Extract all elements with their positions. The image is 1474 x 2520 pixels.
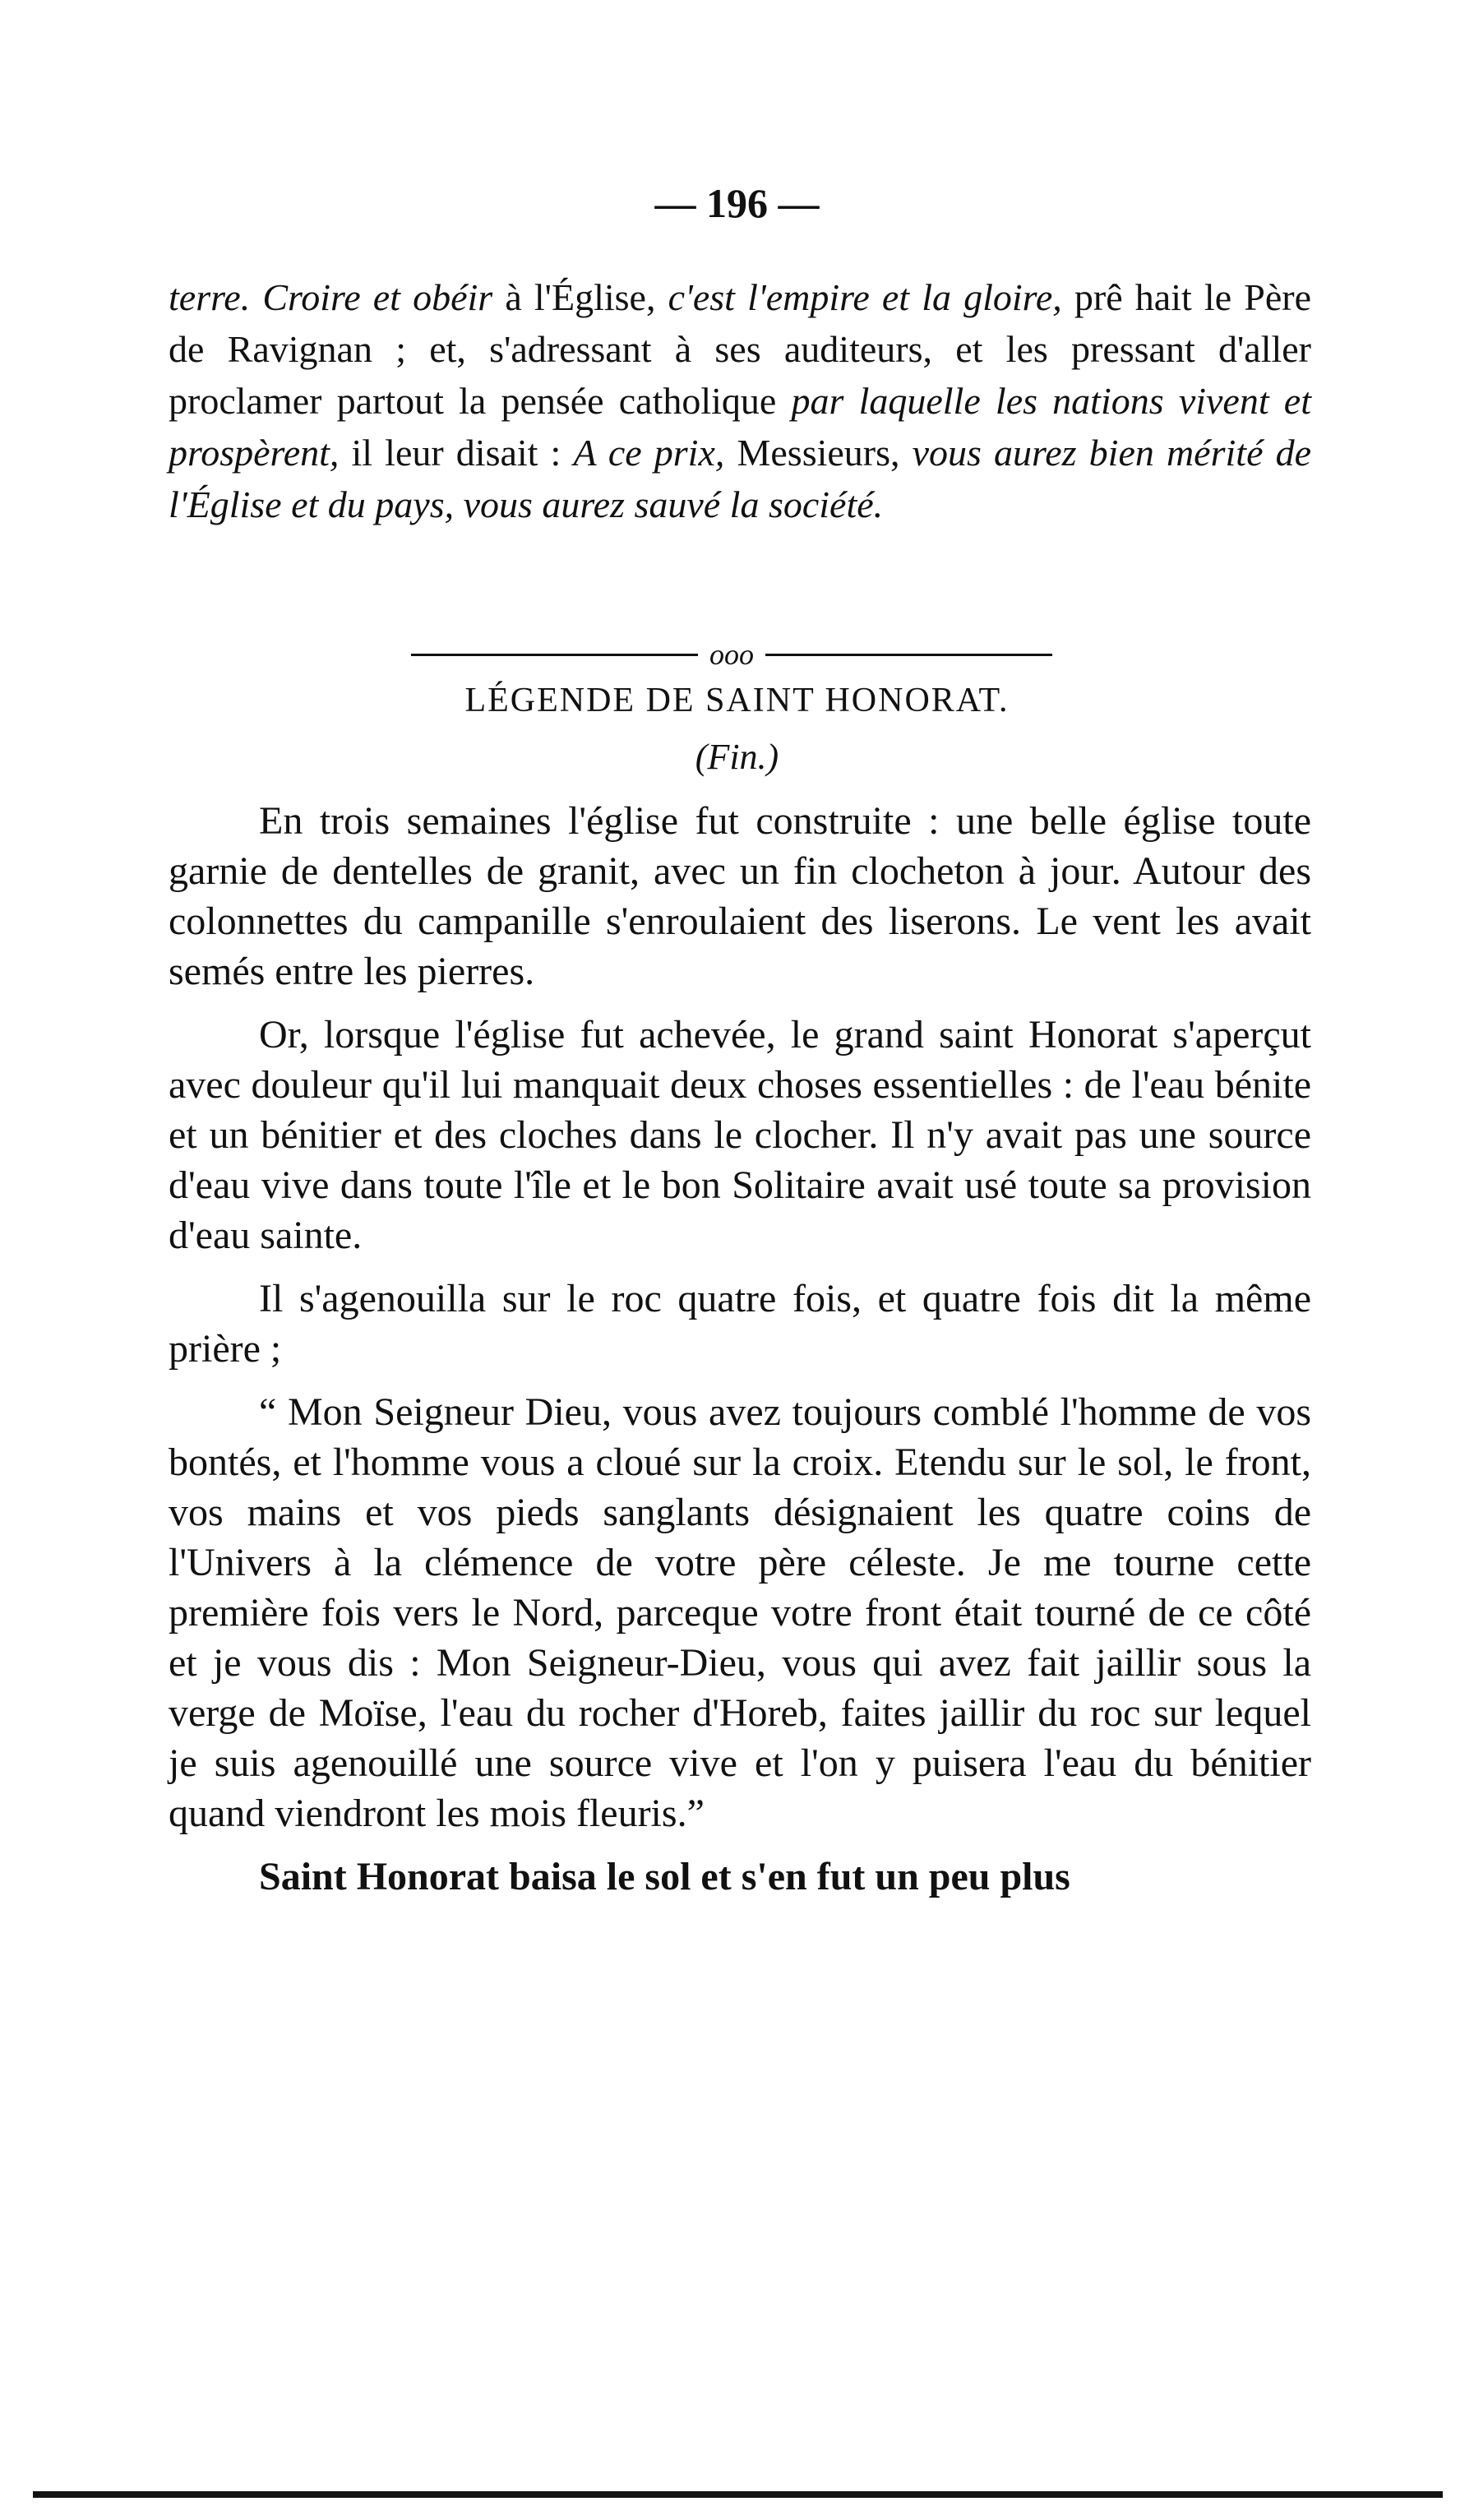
separator-rule-right xyxy=(765,654,1052,656)
body-text xyxy=(169,796,1311,1915)
paragraph: “ Mon Seigneur Dieu, vous avez toujours comblé l'homme de vos bontés, et l'homme vous a cloué sur la croix. Etendu sur le sol, le front, vos mains et vos pieds sanglants désignaient les quatre coins de l'Univers à la clémence de votre père céleste. Je me tourne cette première fois vers le Nord, parceque votre front était tourné de ce côté et je vous dis : Mon Seigneur-Dieu, vous qui avez fait jaillir sous la verge de Moïse, l'eau du rocher d'Horeb, faites jaillir du roc sur lequel je suis agenouillé une source vive et l'on y puisera l'eau du bénitier quand viendront les mois fleuris.” xyxy=(169,1390,1311,1835)
intro-text-3: c'est l'empire et la gloire, xyxy=(668,276,1062,318)
intro-text-2: à l'Église, xyxy=(492,276,668,318)
separator-rule-left xyxy=(411,654,698,656)
intro-text-5: par laquelle les nations vivent et prospèrent, xyxy=(169,380,1311,474)
section-separator xyxy=(411,638,1052,671)
section-title: LÉGENDE DE SAINT HONORAT. xyxy=(464,682,1010,719)
intro-paragraph xyxy=(169,271,1311,530)
intro-text-6: il leur disait : xyxy=(339,432,574,474)
page-number: — 196 — xyxy=(654,180,820,226)
intro-text-7: A ce prix, xyxy=(573,432,725,474)
bottom-rule xyxy=(33,2491,1443,2498)
separator-ornament: ooo xyxy=(709,638,754,671)
paragraph-last: Saint Honorat baisa le sol et s'en fut un peu plus xyxy=(259,1855,1070,1898)
intro-text-8: Messieurs, xyxy=(724,432,913,474)
paragraph: Or, lorsque l'église fut achevée, le grand saint Honorat s'aperçut avec douleur qu'il lui manquait deux choses essentielles : de l'eau bénite et un bénitier et des cloches dans le clocher. Il n'y avait pas une source d'eau vive dans toute l'île et le bon Solitaire avait usé toute sa provision d'eau sainte. xyxy=(169,1013,1311,1257)
intro-text-1: terre. Croire et obéir xyxy=(169,276,493,318)
intro-text-4: prê hait le Père de Ravignan ; et, s'adressant à ses auditeurs, et les pressant d'aller proclamer partout la pensée catholique xyxy=(169,276,1311,422)
section-subtitle: (Fin.) xyxy=(695,737,779,777)
intro-text-9: vous aurez bien mérité de l'Église et du pays, vous aurez sauvé la société. xyxy=(169,432,1312,525)
paragraph: En trois semaines l'église fut construite : une belle église toute garnie de dentelles de granit, avec un fin clocheton à jour. Autour des colonnettes du campanille s'enroulaient des liserons. Le vent les avait semés entre les pierres. xyxy=(169,799,1311,993)
paragraph: Il s'agenouilla sur le roc quatre fois, et quatre fois dit la même prière ; xyxy=(169,1277,1311,1371)
